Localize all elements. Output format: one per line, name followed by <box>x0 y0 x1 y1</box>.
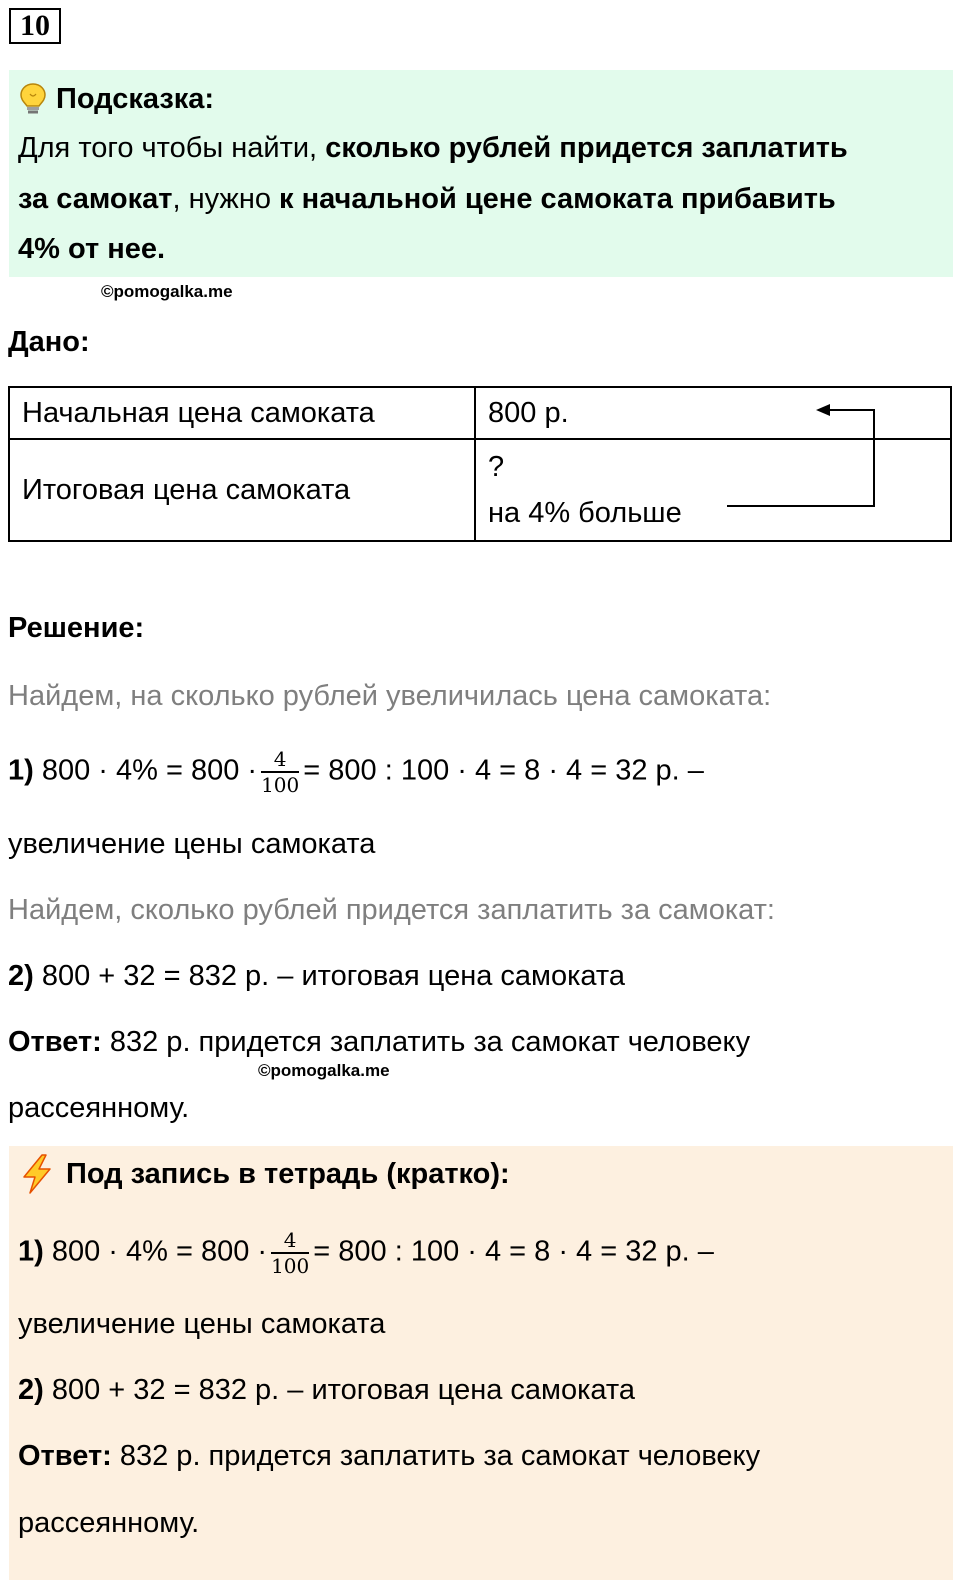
step2-intro: Найдем, сколько рублей придется заплатить за самокат: <box>8 894 775 926</box>
step-text: = 800 : 100 · 4 = 8 · 4 = 32 р. – <box>313 1235 714 1268</box>
notebook-step2-expression <box>18 1370 635 1410</box>
step-text: 800 · 4% = 800 · <box>33 754 258 787</box>
hint-title-text: Подсказка: <box>56 83 215 115</box>
answer-label: Ответ: <box>8 1026 102 1058</box>
hint-bold: 4% от нее. <box>18 233 166 265</box>
step-text: 800 + 32 = 832 р. – итоговая цена самоката <box>43 1374 635 1406</box>
watermark: ©pomogalka.me <box>101 282 233 301</box>
given-value-initial: 800 р. <box>475 387 951 439</box>
step1-expression <box>8 748 704 796</box>
step-number: 1) <box>8 754 34 787</box>
answer-text: 832 р. придется заплатить за самокат человеку <box>111 1440 761 1472</box>
notebook-step1-continuation: увеличение цены самоката <box>18 1308 386 1340</box>
fraction-denominator: 100 <box>271 1254 310 1278</box>
given-value-unknown: ? <box>488 451 505 483</box>
given-title: Дано: <box>8 326 90 358</box>
notebook-title <box>18 1152 510 1196</box>
fraction <box>271 1229 309 1277</box>
step-number: 2) <box>18 1374 44 1406</box>
notebook-step1-expression <box>18 1229 714 1277</box>
answer-text: 832 р. придется заплатить за самокат человеку <box>101 1026 751 1058</box>
notebook-answer <box>18 1436 760 1476</box>
given-label-initial: Начальная цена самоката <box>9 387 475 439</box>
step2-expression <box>8 956 625 996</box>
step1-intro: Найдем, на сколько рублей увеличилась цена самоката: <box>8 680 772 712</box>
step-text: 800 · 4% = 800 · <box>43 1235 268 1268</box>
notebook-answer-continuation: рассеянному. <box>18 1507 200 1539</box>
hint-bold: сколько рублей придется заплатить <box>325 132 848 164</box>
fraction-denominator: 100 <box>261 773 300 797</box>
answer <box>8 1022 750 1062</box>
given-value-relation: на 4% больше <box>488 497 682 529</box>
lightning-icon <box>18 1153 56 1195</box>
hint-bold: к начальной цене самоката прибавить <box>279 183 836 215</box>
step1-continuation: увеличение цены самоката <box>8 828 376 860</box>
given-label-final: Итоговая цена самоката <box>9 439 475 541</box>
relation-arrow <box>0 0 960 560</box>
task-number: 10 <box>9 8 61 44</box>
hint-text: Для того чтобы найти, <box>18 132 326 164</box>
fraction-numerator: 4 <box>271 1229 309 1254</box>
hint-text: , нужно <box>172 183 280 215</box>
hint-bold: за самокат <box>18 183 173 215</box>
step-text: 800 + 32 = 832 р. – итоговая цена самоката <box>33 960 625 992</box>
fraction <box>261 748 299 796</box>
watermark: ©pomogalka.me <box>258 1061 390 1080</box>
step-number: 2) <box>8 960 34 992</box>
step-number: 1) <box>18 1235 44 1268</box>
answer-label: Ответ: <box>18 1440 112 1472</box>
notebook-title-text: Под запись в тетрадь (кратко): <box>66 1158 510 1190</box>
step-text: = 800 : 100 · 4 = 8 · 4 = 32 р. – <box>303 754 704 787</box>
solution-title: Решение: <box>8 612 145 644</box>
answer-continuation: рассеянному. <box>8 1092 190 1124</box>
fraction-numerator: 4 <box>261 748 299 773</box>
